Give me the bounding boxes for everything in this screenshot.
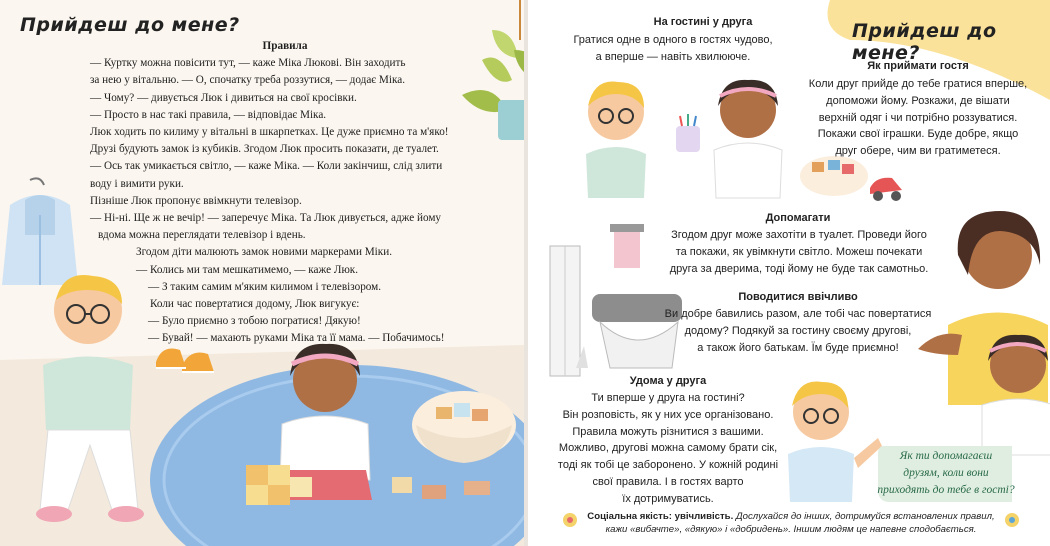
story-line: за нею у вітальню. — О, спочатку треба роззутися, — додає Міка. [90,74,405,87]
help-line: та покажи, як увімкнути світло. Можеш почекати [675,245,923,258]
story-line: — Чому? — дивується Люк і дивиться на свої кросівки. [90,91,357,104]
story-line: — Колись ми там мешкатимемо, — каже Люк. [136,263,359,276]
story-text [80,38,520,348]
story-heading: Правила [262,40,308,52]
story-line: Люк ходить по килиму у вітальні в шкарпетках. Це дуже приємно та м'яко! [90,126,449,139]
story-line: воду і вимити руки. [90,177,184,190]
left-page [0,0,524,546]
visit-text [548,32,798,66]
footer-label: Соціальна якість: увічливість. [587,511,734,522]
story-line: — З таким самим м'яким килимом і телевізором. [148,280,382,293]
friend-home-line: їх дотримуватись. [622,492,714,505]
host-line: Коли друг прийде до тебе гратися вперше, [808,78,1028,90]
host-heading: Як приймати гостя [867,60,969,72]
friend-home-line: Можливо, другові можна самому брати сік, [558,442,778,455]
friend-home-heading: Удома у друга [629,375,707,387]
friend-home-text [540,390,796,508]
polite-line: а також його батькам. Їм буде приємно! [697,341,899,354]
host-line: друг обере, чим ви гратиметеся. [835,145,1001,158]
friend-home-line: Ти вперше у друга на гостині? [591,392,745,404]
help-line: друга за дверима, тоді йому не буде так самотньо. [669,262,929,275]
question-line: Як ти допомагаєш [899,450,993,462]
friend-home-line: Правила можуть різнитися з вашими. [572,425,764,438]
visit-line: а вперше — навіть хвилююче. [595,50,751,63]
host-line: допоможи йому. Розкажи, де вішати [826,94,1010,107]
kids-with-toys-illustration [568,70,788,200]
visit-line: Гратися одне в одного в гостях чудово, [573,34,773,46]
story-line: — Просто в нас такі правила, — відповідає Міка. [90,108,327,121]
help-text [652,227,946,277]
help-heading: Допомагати [765,212,831,224]
footer-badge-icon [562,512,578,528]
footer-badge-icon [1004,512,1020,528]
story-line: Згодом діти малюють замок новими маркерами Міки. [136,246,392,259]
story-line: — Куртку можна повісити тут, — каже Міка Люкові. Він заходить [90,57,406,70]
story-line: вдома можна переглядати телевізор і вдень. [98,229,306,242]
story-line: Коли час повертатися додому, Люк вигукує: [150,298,360,311]
question-line: приходять до тебе в гості? [877,484,1015,496]
story-line: — Ось так умикається світло, — каже Міка. — Коли закінчиш, слід злити [90,160,443,173]
question-line: друзям, коли вони [903,467,989,479]
polite-line: додому? Подякуй за гостину своєму другові, [684,324,912,337]
polite-heading: Поводитися ввічливо [738,291,858,303]
page-title-left: Прийдеш до мене? [20,14,240,36]
girl-waving-illustration [968,325,1050,455]
friend-home-line: Він розповість, як у них усе організовано. [562,408,774,421]
polite-line: Ви добре бавились разом, але тобі час повертатися [664,308,932,320]
host-line: верхній одяг і чи потрібно роззуватися. [818,111,1018,124]
footer-note [586,510,996,536]
right-page [528,0,1050,546]
story-line: — Ні-ні. Ще ж не вечір! — заперечує Міка. Та Люк дивується, адже йому [90,212,442,225]
question-text [874,448,1018,499]
help-line: Згодом друг може захотіти в туалет. Проведи його [671,229,927,241]
story-line: — Було приємно з тобою погратися! Дякую! [148,315,361,328]
host-text [790,76,1046,160]
blocks-illustration [240,385,510,515]
host-line: Покажи свої іграшки. Буде добре, якщо [817,128,1019,141]
polite-text [648,306,948,356]
story-line: Пізніше Люк пропонує ввімкнути телевізор. [90,194,302,207]
friend-home-line: свої правила. І в гостях варто [592,475,744,488]
friend-home-line: тоді як тобі це заборонено. У кожній родині [557,459,779,472]
visit-heading: На гостині у друга [653,16,753,28]
page-title-right: Прийдеш до мене? [852,20,997,64]
footer-text: Дослухайся до інших, дотримуйся встановлених правил, кажи «вибачте», «дякую» і «добридень». Іншим людям це напевне сподобається. [605,511,995,535]
story-line: Друзі будують замок із кубиків. Згодом Люк просить показати, де туалет. [90,143,439,156]
story-line: — Бувай! — махають руками Міка та її мама. — Побачимось! [148,332,445,345]
